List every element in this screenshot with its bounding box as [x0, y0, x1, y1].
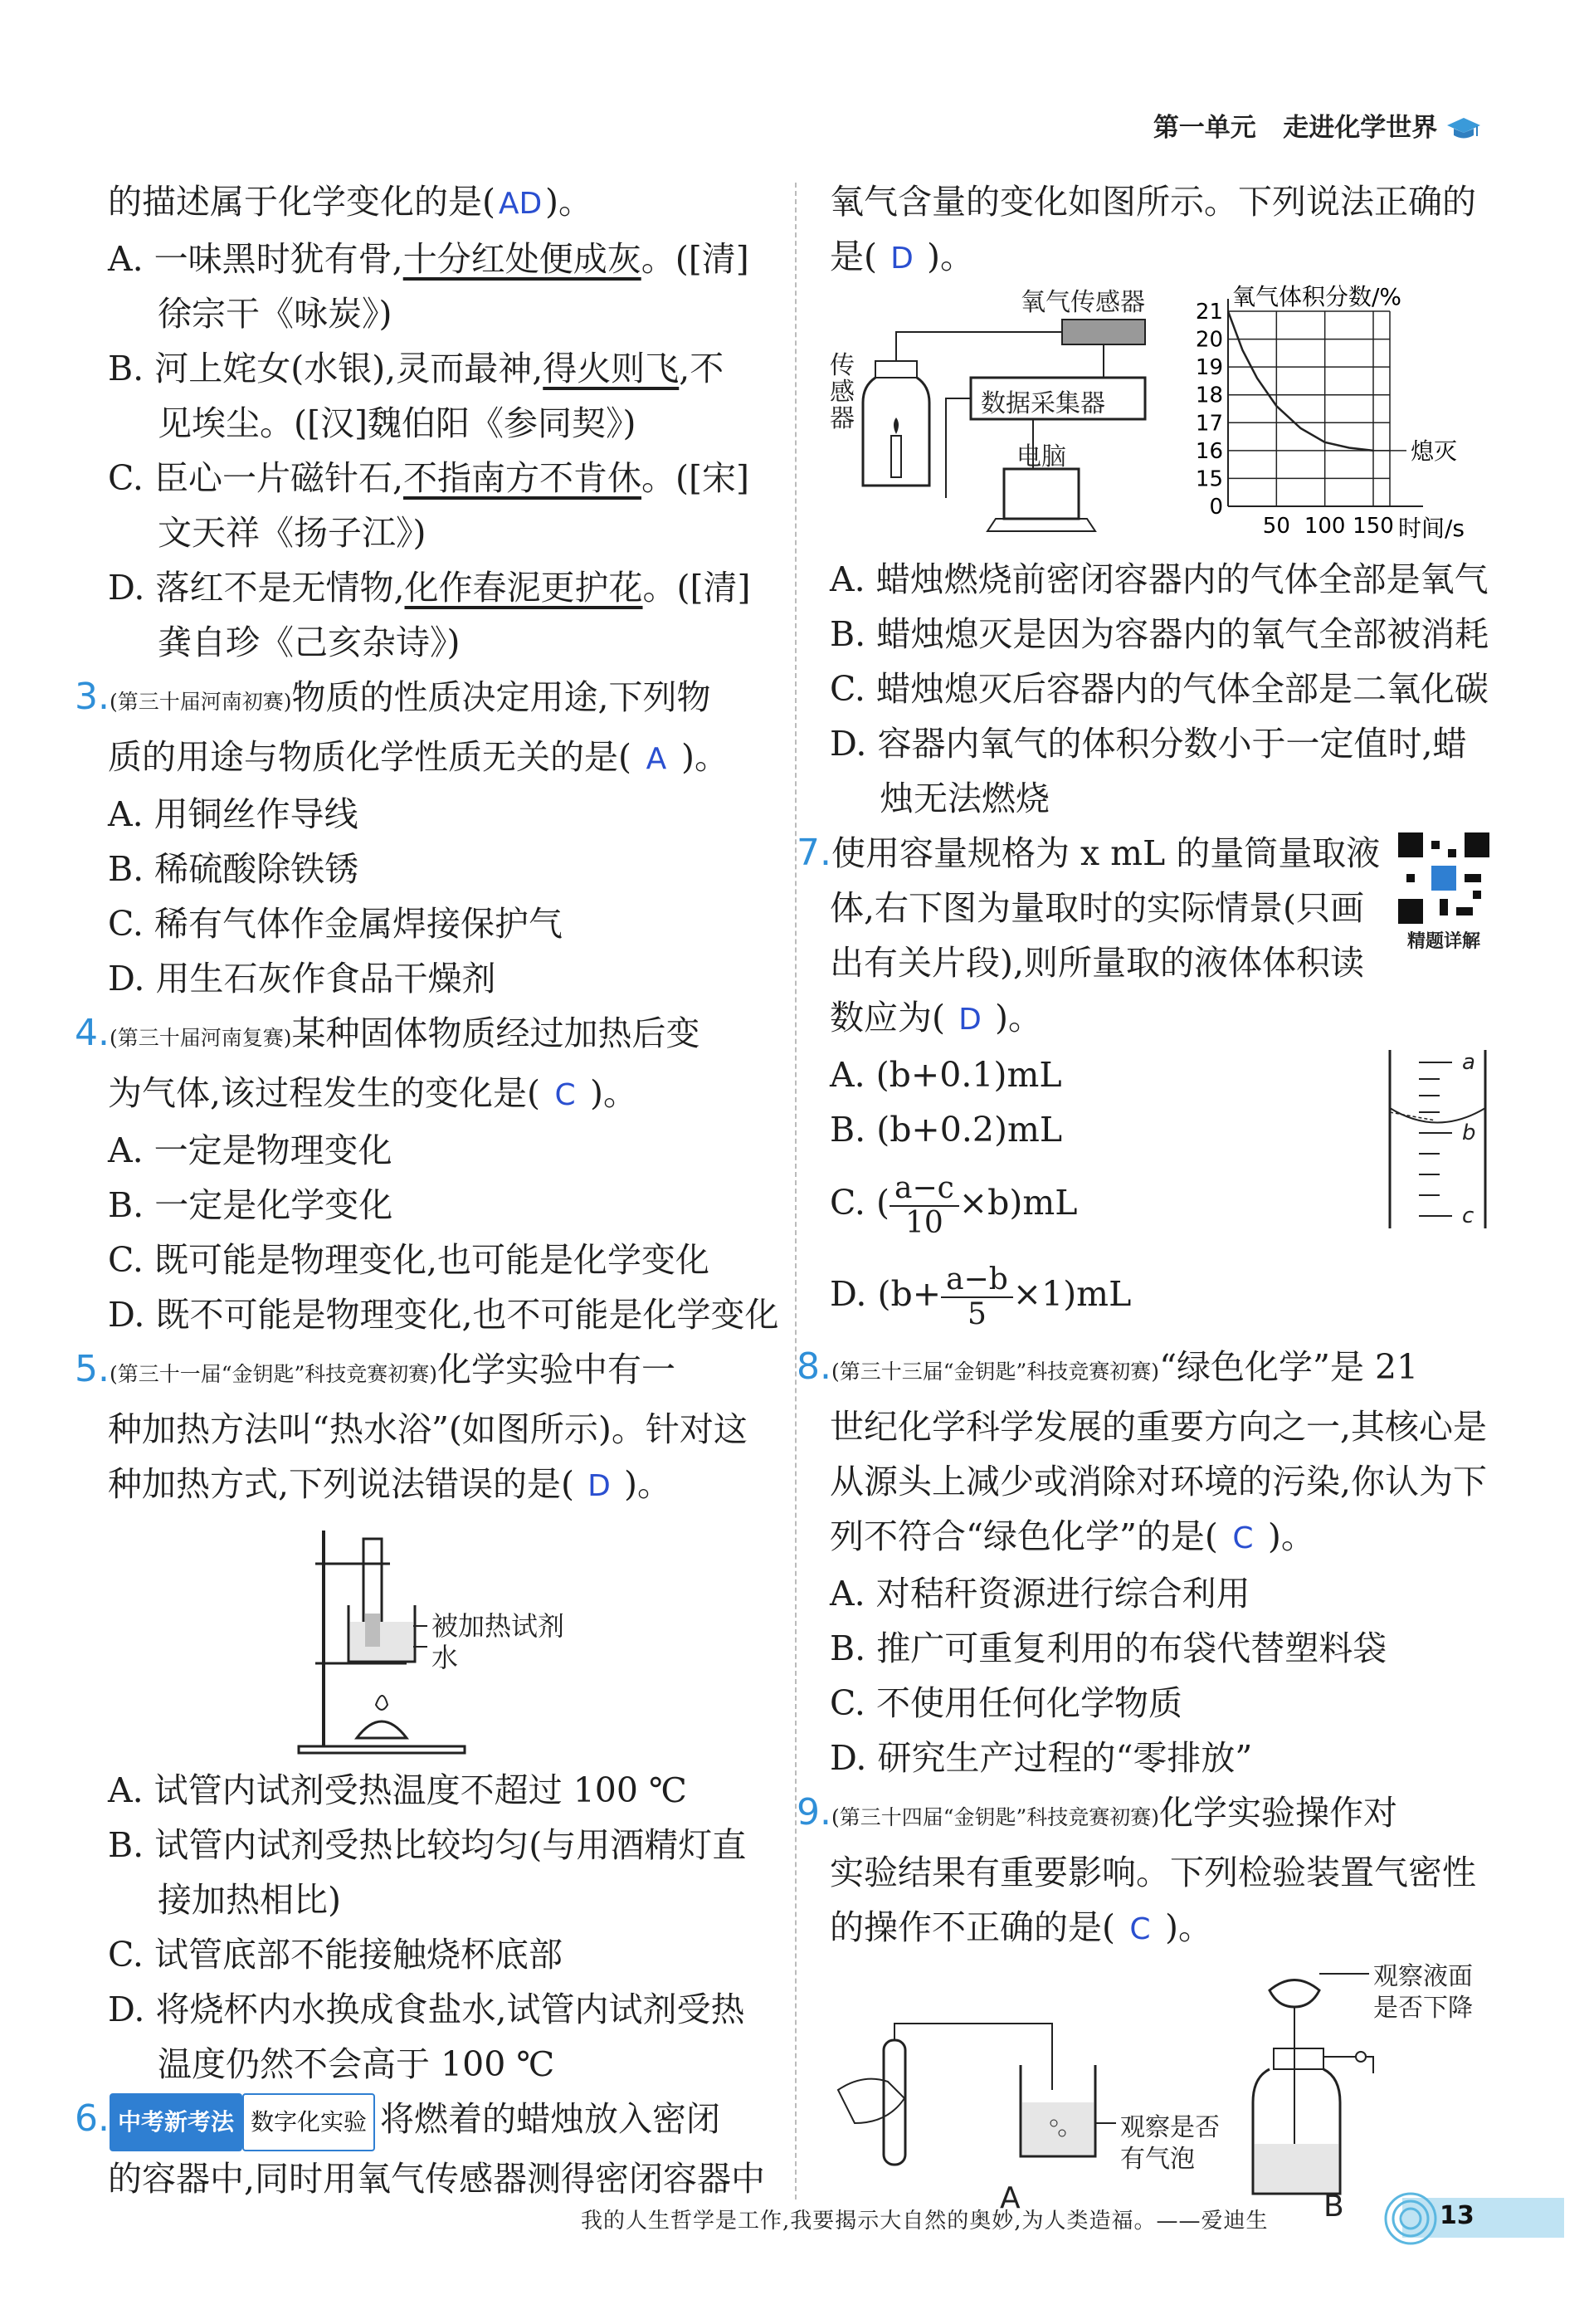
- q9-stem-cont: 实验结果有重要影响。下列检验装置气密性: [830, 1853, 1476, 1892]
- right-column: [797, 174, 1494, 2231]
- q2-option-d-cont: 龚自珍《己亥杂诗》): [158, 622, 461, 662]
- q8-stem-cont2: 从源头上减少或消除对环境的污染,你认为下: [830, 1462, 1488, 1501]
- q5-option-b-cont: 接加热相比): [158, 1880, 341, 1920]
- q8-stem-cont3: 列不符合“绿色化学”的是( C )。: [830, 1509, 1494, 1566]
- left-column: [75, 174, 779, 2206]
- y-axis-label: 氧气体积分数/%: [1232, 283, 1402, 310]
- q2-stem: 的描述属于化学变化的是( AD)。: [108, 174, 768, 232]
- q8-option-c: C. 不使用任何化学物质: [830, 1683, 1182, 1723]
- badge-digital: 数字化实验: [242, 2093, 375, 2151]
- q8-option-b: B. 推广可重复利用的布袋代替塑料袋: [830, 1628, 1387, 1668]
- y-tick-label: 16: [1195, 438, 1223, 464]
- label-reagent: 被加热试剂: [431, 1610, 565, 1642]
- q4-option-a: A. 一定是物理变化: [108, 1130, 392, 1170]
- annotation-extinguished: 熄灭: [1411, 437, 1458, 465]
- label-bubbles-2: 有气泡: [1120, 2145, 1195, 2174]
- y-tick-label: 17: [1195, 411, 1223, 437]
- q2-option-a: A. 一味黑时犹有骨,十分红处便成灰。([清]: [108, 239, 749, 279]
- q8-option-a: A. 对秸秆资源进行综合利用: [830, 1574, 1250, 1614]
- x-tick-label: 50: [1262, 514, 1290, 539]
- q2-answer: AD: [498, 187, 543, 221]
- q6-option-c: C. 蜡烛熄灭后容器内的气体全部是二氧化碳: [830, 669, 1489, 709]
- q6-figure: [830, 283, 1494, 552]
- q4-stem-cont: 为气体,该过程发生的变化是( C )。: [108, 1066, 768, 1123]
- oxygen-chart: [1182, 278, 1506, 544]
- q5-stem-cont: 种加热方法叫“热水浴”(如图所示)。针对这: [108, 1409, 748, 1449]
- label-fig-b: B: [1323, 2190, 1344, 2224]
- q7-block: [797, 826, 1494, 1340]
- q9-answer: C: [1129, 1912, 1151, 1946]
- label-fig-a: A: [1000, 2181, 1021, 2215]
- q6-stem-cont: 的容器中,同时用氧气传感器测得密闭容器中: [108, 2158, 766, 2199]
- label-level-1: 观察液面: [1373, 1962, 1473, 1991]
- q6-option-b: B. 蜡烛熄灭是因为容器内的氧气全部被消耗: [830, 614, 1489, 654]
- q2-option-c: C. 臣心一片磁针石,不指南方不肯休。([宋]: [108, 458, 750, 498]
- qr-label: 精题详解: [1406, 931, 1480, 952]
- q5-answer: D: [587, 1469, 611, 1503]
- q5-stem-cont2: 种加热方式,下列说法错误的是( D )。: [108, 1457, 768, 1514]
- q4-option-c: C. 既可能是物理变化,也可能是化学变化: [108, 1240, 710, 1280]
- q3-option-c: C. 稀有气体作金属焊接保护气: [108, 904, 563, 944]
- q8-stem: 8.(第三十三届“金钥匙”科技竞赛初赛)“绿色化学”是 21: [797, 1345, 1419, 1388]
- q7-option-a: A. (b+0.1)mL: [830, 1055, 1062, 1095]
- label-level-2: 是否下降: [1373, 1994, 1473, 2023]
- graduation-cap-icon: [1446, 116, 1481, 143]
- x-axis-label: 时间/s: [1398, 515, 1465, 542]
- badge-new-exam: 中考新考法: [110, 2093, 242, 2151]
- unit-title: 走进化学世界: [1283, 113, 1438, 143]
- q9-stem-cont2: 的操作不正确的是( C )。: [830, 1900, 1494, 1957]
- graduated-cylinder: [1386, 1050, 1494, 1233]
- y-tick-label: 20: [1195, 327, 1223, 353]
- q7-option-c: C. ( $\frac{a-c}{10}$ ×b)mL: [830, 1170, 1078, 1240]
- q8-answer: C: [1232, 1521, 1254, 1555]
- q8-stem-cont: 世纪化学科学发展的重要方向之一,其核心是: [830, 1407, 1488, 1447]
- unit-label: 第一单元: [1153, 113, 1256, 143]
- q7-stem-cont2: 出有关片段),则所量取的液体体积读: [830, 943, 1365, 983]
- label-sensor-side: 传 感 器: [830, 351, 855, 433]
- scale-a: a: [1462, 1050, 1475, 1075]
- q5-option-a: A. 试管内试剂受热温度不超过 100 ℃: [108, 1770, 687, 1810]
- q7-option-d: D. (b+ $\frac{a-b}{5}$ ×1)mL: [830, 1262, 1132, 1331]
- q6-option-a: A. 蜡烛燃烧前密闭容器内的气体全部是氧气: [830, 559, 1489, 599]
- q8-option-d: D. 研究生产过程的“零排放”: [830, 1738, 1253, 1778]
- q5-option-d: D. 将烧杯内水换成食盐水,试管内试剂受热: [108, 1990, 745, 2029]
- y-tick-label: 18: [1195, 383, 1223, 408]
- q5-stem: 5.(第三十一届“金钥匙”科技竞赛初赛)化学实验中有一: [75, 1348, 676, 1390]
- page-number: 13: [1440, 2201, 1474, 2230]
- scale-c: c: [1462, 1204, 1474, 1228]
- q6-stem-cont3: 是( D )。: [830, 229, 1494, 286]
- q3-option-b: B. 稀硫酸除铁锈: [108, 849, 359, 889]
- q6-option-d-cont: 烛无法燃烧: [880, 779, 1050, 818]
- q7-stem-cont: 体,右下图为量取时的实际情景(只画: [830, 888, 1365, 928]
- qr-icon: [1398, 832, 1489, 924]
- y-tick-label: 15: [1195, 466, 1223, 492]
- scale-b: b: [1462, 1120, 1476, 1145]
- water-bath-figure: [108, 1514, 768, 1763]
- q7-stem: 7.使用容量规格为 x mL 的量筒量取液: [797, 832, 1381, 874]
- y-tick-label: 0: [1209, 495, 1223, 520]
- column-divider: [795, 183, 797, 2200]
- label-oxygen-sensor: 氧气传感器: [1021, 288, 1145, 317]
- x-tick-label: 100: [1304, 514, 1346, 539]
- q2-option-a-cont: 徐宗干《咏炭》): [158, 294, 392, 334]
- q4-answer: C: [554, 1078, 576, 1112]
- spiral-icon: [1382, 2190, 1440, 2248]
- q4-option-b: B. 一定是化学变化: [108, 1185, 393, 1225]
- label-water: 水: [431, 1642, 459, 1673]
- unit-header: [1153, 106, 1481, 144]
- q5-option-d-cont: 温度仍然不会高于 100 ℃: [158, 2044, 555, 2084]
- q6-answer: D: [890, 242, 914, 276]
- series-line: [1228, 311, 1373, 451]
- q5-option-c: C. 试管底部不能接触烧杯底部: [108, 1935, 563, 1975]
- q6-option-d: D. 容器内氧气的体积分数小于一定值时,蜡: [830, 724, 1467, 764]
- q3-option-a: A. 用铜丝作导线: [108, 794, 358, 834]
- y-tick-label: 19: [1195, 355, 1223, 381]
- q2-option-c-cont: 文天祥《扬子江》): [158, 513, 426, 553]
- footer-quote: 我的人生哲学是工作,我要揭示大自然的奥妙,为人类造福。——爱迪生: [581, 2209, 1269, 2234]
- q4-stem: 4.(第三十届河南复赛)某种固体物质经过加热后变: [75, 1012, 700, 1054]
- label-bubbles-1: 观察是否: [1120, 2113, 1220, 2142]
- q4-option-d: D. 既不可能是物理变化,也不可能是化学变化: [108, 1295, 779, 1335]
- q3-option-d: D. 用生石灰作食品干燥剂: [108, 959, 496, 998]
- q3-answer: A: [646, 742, 667, 776]
- q2-option-d: D. 落红不是无情物,化作春泥更护花。([清]: [108, 568, 751, 608]
- q9-stem: 9.(第三十四届“金钥匙”科技竞赛初赛)化学实验操作对: [797, 1791, 1398, 1833]
- qr-code[interactable]: [1394, 832, 1494, 953]
- q6-stem: 6. 中考新考法 数字化实验 将燃着的蜡烛放入密闭: [75, 2092, 768, 2151]
- cylinder-figure: [1386, 1050, 1494, 1233]
- y-tick-label: 21: [1195, 300, 1223, 325]
- q6-stem-cont2: 氧气含量的变化如图所示。下列说法正确的: [830, 182, 1476, 222]
- q7-answer: D: [958, 1003, 982, 1037]
- q2-option-b-cont: 见埃尘。([汉]魏伯阳《参同契》): [158, 403, 636, 443]
- sensor-apparatus: [830, 286, 1187, 552]
- label-data-collector: 数据采集器: [981, 389, 1105, 418]
- label-computer: 电脑: [1016, 442, 1066, 471]
- q3-stem-cont: 质的用途与物质化学性质无关的是( A )。: [108, 730, 768, 787]
- q2-option-b: B. 河上姹女(水银),灵而最神,得火则飞,不: [108, 349, 724, 388]
- q7-option-b: B. (b+0.2)mL: [830, 1110, 1063, 1150]
- q3-stem: 3.(第三十届河南初赛)物质的性质决定用途,下列物: [75, 676, 711, 718]
- q7-stem-cont3: 数应为( D )。: [830, 990, 1494, 1047]
- q5-option-b: B. 试管内试剂受热比较均匀(与用酒精灯直: [108, 1825, 747, 1865]
- x-tick-label: 150: [1353, 514, 1394, 539]
